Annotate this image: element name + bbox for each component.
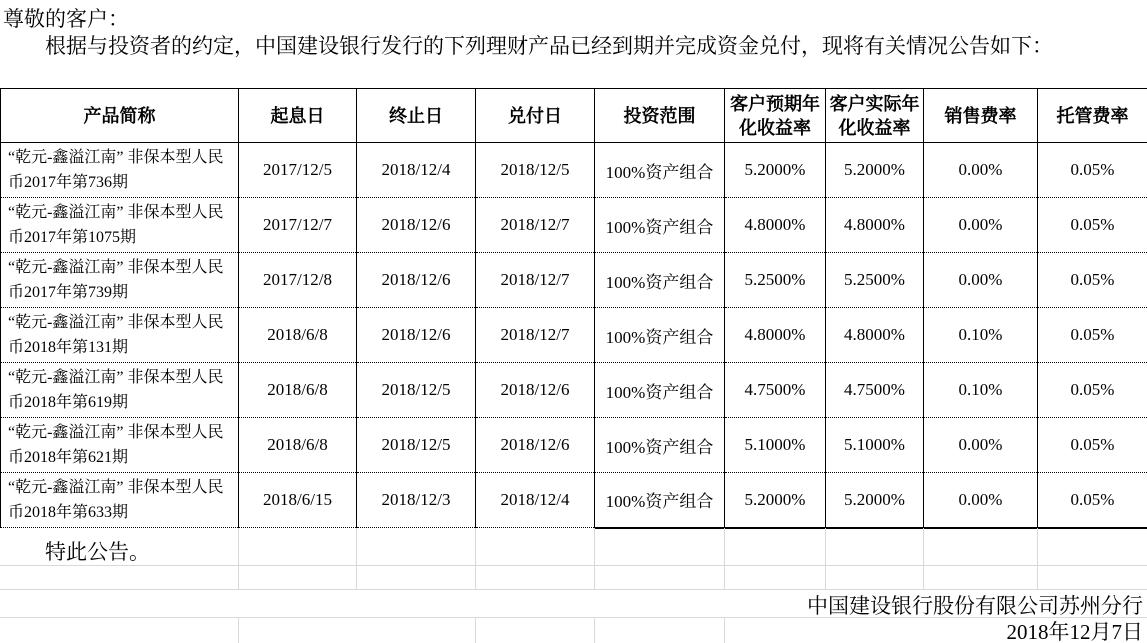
table-cell: 5.1000%: [725, 418, 826, 473]
table-cell: 100%资产组合: [595, 198, 725, 253]
product-name-cell: “乾元-鑫溢江南” 非保本型人民币2017年第1075期: [1, 198, 239, 253]
table-cell: 0.05%: [1038, 308, 1147, 363]
table-cell: 0.05%: [1038, 418, 1147, 473]
table-cell: 5.2000%: [826, 473, 924, 528]
product-name-cell: “乾元-鑫溢江南” 非保本型人民币2018年第621期: [1, 418, 239, 473]
gridline: [475, 617, 476, 643]
table-cell: 2018/12/6: [476, 363, 595, 418]
table-cell: 0.05%: [1038, 253, 1147, 308]
table-cell: 2018/12/6: [357, 198, 476, 253]
header-cell: 销售费率: [924, 89, 1038, 143]
table-cell: 2017/12/5: [239, 143, 357, 198]
table-cell: 2018/12/7: [476, 308, 595, 363]
table-cell: 100%资产组合: [595, 308, 725, 363]
table-cell: 0.10%: [924, 308, 1038, 363]
product-name-cell: “乾元-鑫溢江南” 非保本型人民币2017年第736期: [1, 143, 239, 198]
table-cell: 4.8000%: [826, 198, 924, 253]
table-cell: 2017/12/8: [239, 253, 357, 308]
table-row: [1, 253, 1147, 308]
table-cell: 2018/6/8: [239, 308, 357, 363]
greeting: 尊敬的客户：: [3, 7, 129, 31]
table-cell: 5.2000%: [826, 143, 924, 198]
table-row: [1, 363, 1147, 418]
gridline: [0, 565, 1147, 566]
table-cell: 0.05%: [1038, 363, 1147, 418]
table-cell: 5.2500%: [826, 253, 924, 308]
table-cell: 5.2000%: [725, 143, 826, 198]
table-cell: 0.00%: [924, 473, 1038, 528]
table-cell: 2018/12/6: [357, 253, 476, 308]
header-cell: 终止日: [357, 89, 476, 143]
table-row: [1, 418, 1147, 473]
header-row: [1, 89, 1147, 143]
table-cell: 5.2500%: [725, 253, 826, 308]
gridline: [356, 528, 357, 589]
product-name-cell: “乾元-鑫溢江南” 非保本型人民币2018年第131期: [1, 308, 239, 363]
products-table: [0, 88, 1147, 529]
table-cell: 4.8000%: [725, 198, 826, 253]
table-cell: 0.00%: [924, 143, 1038, 198]
table-cell: 2018/12/5: [476, 143, 595, 198]
header-cell: 投资范围: [595, 89, 725, 143]
table-row: [1, 198, 1147, 253]
gridline: [594, 528, 595, 589]
table-cell: 4.7500%: [725, 363, 826, 418]
table-cell: 0.05%: [1038, 198, 1147, 253]
gridline: [724, 528, 725, 589]
table-cell: 100%资产组合: [595, 253, 725, 308]
header-cell: 托管费率: [1038, 89, 1147, 143]
table-cell: 5.2000%: [725, 473, 826, 528]
gridline: [475, 528, 476, 589]
gridline: [923, 528, 924, 589]
table-cell: 2018/12/4: [357, 143, 476, 198]
table-cell: 0.05%: [1038, 473, 1147, 528]
closing-note: 特此公告。: [45, 540, 150, 564]
table-cell: 2018/6/8: [239, 418, 357, 473]
table-cell: 2018/12/3: [357, 473, 476, 528]
table-row: [1, 473, 1147, 528]
product-name-cell: “乾元-鑫溢江南” 非保本型人民币2018年第633期: [1, 473, 239, 528]
table-cell: 2018/12/4: [476, 473, 595, 528]
table-cell: 100%资产组合: [595, 418, 725, 473]
table-cell: 4.7500%: [826, 363, 924, 418]
gridline: [724, 617, 725, 643]
table-cell: 2018/12/7: [476, 253, 595, 308]
table-cell: 100%资产组合: [595, 143, 725, 198]
gridline: [1037, 528, 1038, 589]
table-cell: 2018/12/5: [357, 418, 476, 473]
intro-paragraph: 根据与投资者的约定，中国建设银行发行的下列理财产品已经到期并完成资金兑付，现将有关情况公告如下：: [45, 34, 1053, 58]
gridline: [238, 617, 239, 643]
table-cell: 0.00%: [924, 253, 1038, 308]
table-row: [1, 308, 1147, 363]
table-cell: 0.05%: [1038, 143, 1147, 198]
table-cell: 2018/12/6: [476, 418, 595, 473]
header-cell: 客户预期年化收益率: [725, 89, 826, 143]
header-cell: 起息日: [239, 89, 357, 143]
table-cell: 2017/12/7: [239, 198, 357, 253]
header-cell: 客户实际年化收益率: [826, 89, 924, 143]
table-cell: 4.8000%: [725, 308, 826, 363]
table-cell: 100%资产组合: [595, 473, 725, 528]
table-row: [1, 143, 1147, 198]
table-cell: 2018/12/5: [357, 363, 476, 418]
bank-signature: 中国建设银行股份有限公司苏州分行: [807, 594, 1143, 618]
announcement-date: 2018年12月7日: [1006, 620, 1143, 643]
product-name-cell: “乾元-鑫溢江南” 非保本型人民币2017年第739期: [1, 253, 239, 308]
table-cell: 0.00%: [924, 418, 1038, 473]
header-cell: 兑付日: [476, 89, 595, 143]
table-cell: 2018/6/15: [239, 473, 357, 528]
gridline: [238, 528, 239, 589]
product-name-cell: “乾元-鑫溢江南” 非保本型人民币2018年第619期: [1, 363, 239, 418]
header-cell: 产品简称: [1, 89, 239, 143]
table-cell: 0.10%: [924, 363, 1038, 418]
gridline: [594, 617, 595, 643]
table-cell: 5.1000%: [826, 418, 924, 473]
table-cell: 2018/12/7: [476, 198, 595, 253]
gridline: [825, 528, 826, 589]
table-cell: 2018/6/8: [239, 363, 357, 418]
table-cell: 4.8000%: [826, 308, 924, 363]
table-cell: 100%资产组合: [595, 363, 725, 418]
table-cell: 2018/12/6: [357, 308, 476, 363]
table-cell: 0.00%: [924, 198, 1038, 253]
